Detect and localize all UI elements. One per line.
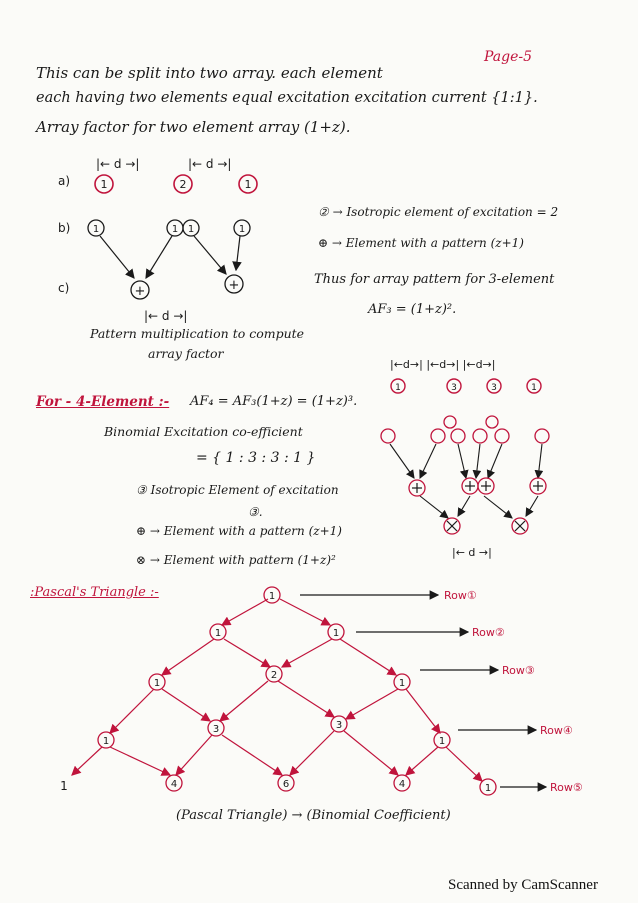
- four-element-equation: AF₄ = AF₃(1+z) = (1+z)³.: [190, 394, 358, 409]
- fig-a-dim-1: |← d →|: [96, 157, 140, 171]
- svg-text:+: +: [228, 278, 240, 293]
- fig-b-node-3: [183, 220, 199, 236]
- svg-text:+: +: [134, 284, 146, 299]
- svg-text:1: 1: [60, 779, 68, 793]
- binomial-line-1: Binomial Excitation co-efficient: [104, 424, 303, 439]
- fig-b-label: b): [58, 221, 71, 235]
- svg-text:1: 1: [153, 678, 161, 689]
- row-label-4: Row④: [540, 724, 573, 737]
- pascal-row-3-nodes: [149, 666, 410, 690]
- svg-text:1: 1: [92, 224, 100, 235]
- binomial-line-2: = { 1 : 3 : 3 : 1 }: [196, 450, 316, 466]
- svg-text:3: 3: [491, 383, 497, 393]
- fig-b-node-1: [88, 220, 104, 236]
- row-label-2: Row②: [472, 626, 505, 639]
- four-top-dims: |←d→| |←d→| |←d→|: [390, 358, 496, 371]
- four-top-node-3: [487, 379, 501, 393]
- legend-excitation-3: ③ Isotropic Element of excitation: [136, 483, 339, 497]
- svg-text:1: 1: [102, 736, 110, 747]
- intro-line-2: each having two elements equal excitation excitation current {1:1}.: [36, 90, 538, 106]
- svg-text:1: 1: [398, 678, 406, 689]
- svg-text:3: 3: [212, 724, 220, 735]
- fig-c-node-1: [131, 281, 149, 299]
- fig-c-dim: |← d →|: [144, 309, 188, 323]
- pattern-caption-2: array factor: [148, 346, 224, 361]
- legend-pattern-z1: ⊕ → Element with a pattern (z+1): [136, 524, 342, 538]
- pattern-caption-1: Pattern multiplication to compute: [90, 326, 305, 341]
- four-top-node-1: [391, 379, 405, 393]
- four-level-1-nodes: [381, 416, 549, 443]
- svg-text:2: 2: [179, 178, 187, 191]
- fig-b-node-2: [167, 220, 183, 236]
- thus-line-1: Thus for array pattern for 3-element: [314, 272, 555, 287]
- pascal-row-4-nodes: [98, 716, 450, 748]
- svg-text:6: 6: [282, 779, 290, 790]
- fig-a-node-2: [174, 175, 192, 193]
- four-plus-nodes: [409, 478, 546, 496]
- fig-a-node-3: [239, 175, 257, 193]
- four-cross-nodes: [444, 518, 528, 534]
- svg-text:1: 1: [484, 783, 492, 794]
- svg-text:1: 1: [438, 736, 446, 747]
- svg-text:2: 2: [270, 670, 278, 681]
- four-element-diagram: [370, 350, 638, 565]
- fig-b-node-4: [234, 220, 250, 236]
- legend-pattern-1z2: ⊗ → Element with pattern (1+z)²: [136, 553, 336, 567]
- svg-text:1: 1: [187, 224, 195, 235]
- pascal-caption: (Pascal Triangle) → (Binomial Coefficient): [176, 808, 451, 823]
- pascal-edges: [72, 599, 482, 781]
- row-label-5: Row⑤: [550, 781, 583, 794]
- fig-a-node-1: [95, 175, 113, 193]
- four-element-heading: For - 4-Element :-: [36, 394, 170, 410]
- page-label: Page-5: [484, 49, 533, 65]
- legend-excitation-3b: ③.: [248, 505, 263, 519]
- fig-a-dim-2: |← d →|: [188, 157, 232, 171]
- legend-isotropic: ② → Isotropic element of excitation = 2: [318, 205, 559, 219]
- svg-text:4: 4: [398, 779, 406, 790]
- svg-text:1: 1: [238, 224, 246, 235]
- four-bottom-dim: |← d →|: [452, 546, 492, 559]
- svg-text:4: 4: [170, 779, 178, 790]
- intro-line-3: Array factor for two element array (1+z).: [36, 118, 351, 136]
- row-label-1: Row①: [444, 589, 477, 602]
- pascal-triangle-diagram: [0, 575, 638, 815]
- fig-c-node-2: [225, 275, 243, 293]
- four-top-node-4: [527, 379, 541, 393]
- fig-c-label: c): [58, 281, 70, 295]
- row-label-3: Row③: [502, 664, 535, 677]
- svg-text:3: 3: [335, 720, 343, 731]
- scanner-footer: Scanned by CamScanner: [448, 877, 598, 893]
- fig-a-label: a): [58, 174, 71, 188]
- four-top-node-2: [447, 379, 461, 393]
- svg-text:1: 1: [244, 178, 252, 191]
- svg-text:1: 1: [332, 628, 340, 639]
- svg-text:1: 1: [100, 178, 108, 191]
- svg-text:1: 1: [171, 224, 179, 235]
- intro-line-1: This can be split into two array. each element: [36, 64, 383, 82]
- svg-text:1: 1: [395, 383, 401, 393]
- svg-text:3: 3: [451, 383, 457, 393]
- legend-pattern: ⊕ → Element with a pattern (z+1): [318, 236, 524, 250]
- pascal-row-5-nodes: [60, 775, 496, 795]
- pascal-heading: :Pascal's Triangle :-: [30, 585, 159, 600]
- svg-text:1: 1: [268, 591, 276, 602]
- thus-line-2: AF₃ = (1+z)².: [368, 302, 457, 317]
- pascal-row-1-node: [264, 587, 280, 603]
- svg-text:1: 1: [214, 628, 222, 639]
- pascal-row-2-nodes: [210, 624, 344, 640]
- svg-text:1: 1: [531, 383, 537, 393]
